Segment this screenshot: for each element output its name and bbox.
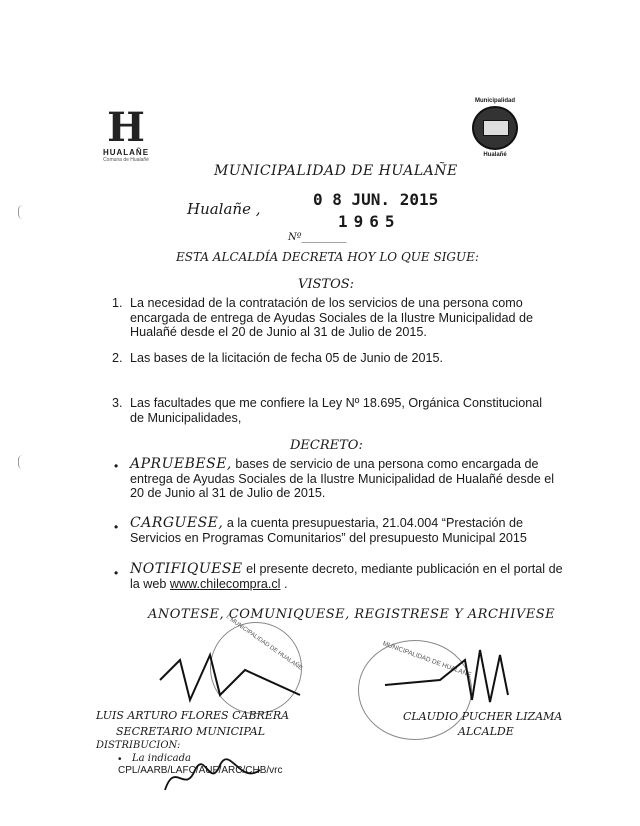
vistos-item-2-number: 2.	[112, 351, 123, 365]
mayor-title: ALCALDE	[458, 725, 514, 738]
scan-mark	[18, 205, 27, 219]
decree-number-label: Nº_________	[288, 232, 347, 243]
right-signature-scribble	[380, 640, 520, 720]
vistos-item-3-number: 3.	[112, 396, 123, 410]
decreto-item-1-line-3: 20 de Junio al 31 de Julio de 2015.	[130, 486, 326, 501]
handwritten-initials	[160, 740, 270, 800]
logo-h-mark: H	[107, 104, 145, 151]
left-stamp-text: I. MUNICIPALIDAD DE HUALAÑE	[224, 614, 304, 672]
decreto-item-3-prefix: la web	[130, 576, 170, 591]
mayor-name: CLAUDIO PUCHER LIZAMA	[403, 710, 563, 723]
vistos-item-3-line-1: Las facultades que me confiere la Ley Nº 18.695, Orgánica Constitucional	[130, 396, 543, 410]
decreto-item-1-line-2: entrega de Ayudas Sociales de la Ilustre Municipalidad de Hualañé desde el	[130, 471, 555, 486]
secretary-name: LUIS ARTURO FLORES CABRERA	[96, 709, 290, 722]
date-stamp: 0 8 JUN. 2015	[313, 190, 439, 209]
decreto-item-2-line-2: Servicios en Programas Comunitarios” del presupuesto Municipal 2015	[130, 530, 527, 545]
vistos-item-3-line-2: de Municipalidades,	[130, 410, 242, 425]
distribution-initials: CPL/AARB/LAFC/AUF/ARC/CHB/vrc	[118, 765, 283, 776]
decree-number: 1965	[338, 212, 401, 231]
municipal-seal	[466, 98, 524, 166]
distribution-bullet: •	[118, 754, 122, 765]
bullet-dot: •	[114, 459, 119, 473]
left-signature-scribble	[150, 640, 310, 720]
vistos-item-1-line-3: Hualañé desde el 20 de Junio al 31 de Julio de 2015.	[130, 325, 427, 340]
secretary-title: SECRETARIO MUNICIPAL	[116, 725, 266, 738]
apruebese-keyword: APRUEBESE,	[130, 456, 232, 472]
vistos-item-1-line-2: encargada de entrega de Ayudas Sociales de la Ilustre Municipalidad de	[130, 310, 534, 325]
distribution-heading: DISTRIBUCION:	[96, 740, 181, 751]
carguese-keyword: CARGUESE,	[130, 515, 224, 531]
institution-title: MUNICIPALIDAD DE HUALAÑE	[214, 163, 458, 179]
decreto-heading: DECRETO:	[290, 438, 363, 453]
decreto-item-1-text: bases de servicio de una persona como encargada de	[231, 457, 539, 471]
decree-intro: ESTA ALCALDÍA DECRETA HOY LO QUE SIGUE:	[176, 250, 479, 264]
decreto-item-2-text: a la cuenta presupuestaria, 21.04.004 “Prestación de	[223, 516, 523, 530]
left-logo	[96, 104, 156, 163]
seal-top-text: Municipalidad	[474, 98, 515, 104]
chilecompra-link[interactable]: www.chilecompra.cl	[169, 576, 281, 591]
right-stamp-text: MUNICIPALIDAD DE HUALAÑE	[381, 640, 473, 679]
vistos-item-2-line-1: Las bases de la licitación de fecha 05 de Junio de 2015.	[130, 351, 443, 365]
distribution-item: La indicada	[132, 753, 191, 764]
decreto-item-3-suffix: .	[280, 576, 288, 591]
vistos-item-1-number: 1.	[112, 296, 123, 310]
bullet-dot: •	[114, 520, 119, 534]
notifiquese-keyword: NOTIFIQUESE	[130, 561, 243, 577]
seal-bottom-text: Hualañé	[483, 152, 507, 158]
logo-name: HUALAÑE	[102, 148, 150, 157]
seal-shield-icon	[472, 106, 518, 150]
bullet-dot: •	[114, 566, 119, 580]
vistos-item-1-line-1: La necesidad de la contratación de los servicios de una persona como	[130, 296, 523, 310]
place-label: Hualañe ,	[187, 200, 261, 218]
scan-mark	[18, 455, 27, 469]
vistos-heading: VISTOS:	[298, 277, 355, 292]
decreto-item-3-text: el presente decreto, mediante publicación en el portal de	[242, 562, 563, 576]
logo-tagline: Comuna de Hualañé	[103, 157, 149, 163]
closing-formula: ANOTESE, COMUNIQUESE, REGISTRESE Y ARCHIVESE	[148, 607, 556, 622]
